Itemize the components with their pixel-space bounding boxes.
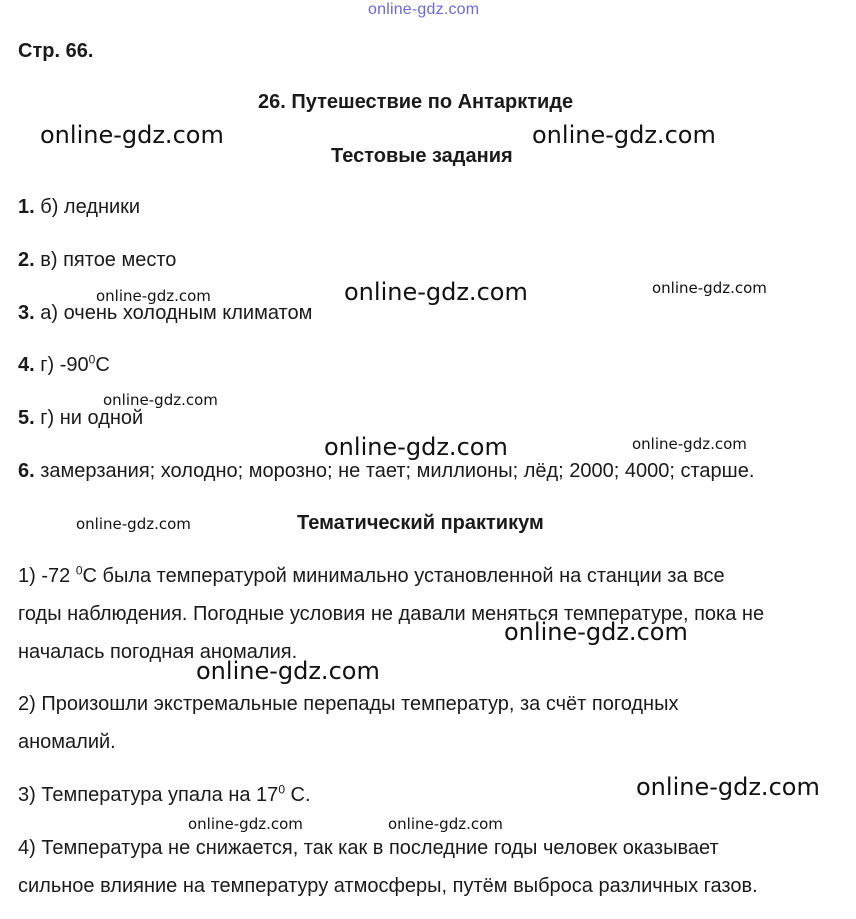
answer-text-unit: С [95, 354, 110, 376]
practice-item-4 [18, 829, 758, 905]
practice-line: началась погодная аномалия. [18, 641, 298, 663]
practice-line [18, 557, 764, 595]
answer-2 [18, 249, 176, 272]
answer-5 [18, 407, 143, 430]
degree-superscript: 0 [75, 563, 83, 578]
answer-4 [18, 354, 110, 377]
answer-number: 6. [18, 460, 35, 482]
degree-superscript: 0 [278, 782, 285, 797]
answer-text: г) ни одной [40, 407, 144, 429]
answer-text: в) пятое место [40, 249, 177, 271]
watermark: online-gdz.com [196, 657, 380, 685]
chapter-title: 26. Путешествие по Антарктиде [258, 91, 574, 113]
watermark: online-gdz.com [632, 435, 747, 453]
watermark: online-gdz.com [96, 287, 211, 305]
practice-line: сильное влияние на температуру атмосферы, путём выброса различных газов. [18, 875, 758, 897]
practice-line: годы наблюдения. Погодные условия не давали меняться температуре, пока не [18, 603, 765, 625]
practice-text: 3) Температура упала на 17 [18, 784, 279, 806]
watermark: online-gdz.com [636, 773, 820, 801]
header-watermark: online-gdz.com [368, 1, 480, 18]
practice-text: С была температурой минимально установленной на станции за все [82, 565, 725, 587]
section-practice-heading: Тематический практикум [297, 512, 544, 534]
practice-text: С. [285, 784, 311, 806]
answer-1 [18, 196, 140, 219]
answer-number: 1. [18, 196, 35, 218]
answer-6 [18, 460, 754, 483]
practice-line: аномалий. [18, 731, 116, 753]
practice-line: 4) Температура не снижается, так как в последние годы человек оказывает [18, 837, 719, 859]
answer-number: 2. [18, 249, 35, 271]
watermark: online-gdz.com [188, 815, 303, 833]
answer-number: 4. [18, 354, 35, 376]
answer-3 [18, 302, 312, 325]
answer-text: замерзания; холодно; морозно; не тает; миллионы; лёд; 2000; 4000; старше. [40, 460, 755, 482]
practice-line [18, 776, 311, 814]
practice-item-1 [18, 557, 764, 671]
practice-line: 2) Произошли экстремальные перепады температур, за счёт погодных [18, 693, 679, 715]
answer-number: 3. [18, 302, 35, 324]
watermark: online-gdz.com [76, 515, 191, 533]
practice-item-2 [18, 685, 678, 761]
watermark: online-gdz.com [40, 121, 224, 149]
answer-text: г) -90 [40, 354, 89, 376]
answer-text: б) ледники [40, 196, 141, 218]
watermark: online-gdz.com [532, 121, 716, 149]
watermark: online-gdz.com [504, 618, 688, 646]
answer-number: 5. [18, 407, 35, 429]
practice-text: 1) -72 [18, 565, 76, 587]
watermark: online-gdz.com [388, 815, 503, 833]
watermark: online-gdz.com [324, 433, 508, 461]
practice-item-3 [18, 776, 311, 814]
answer-text: а) очень холодным климатом [40, 302, 313, 324]
watermark: online-gdz.com [344, 278, 528, 306]
page-label: Стр. 66. [18, 40, 94, 62]
watermark: online-gdz.com [652, 279, 767, 297]
degree-superscript: 0 [88, 352, 96, 367]
watermark: online-gdz.com [103, 391, 218, 409]
section-tests-heading: Тестовые задания [331, 145, 513, 167]
